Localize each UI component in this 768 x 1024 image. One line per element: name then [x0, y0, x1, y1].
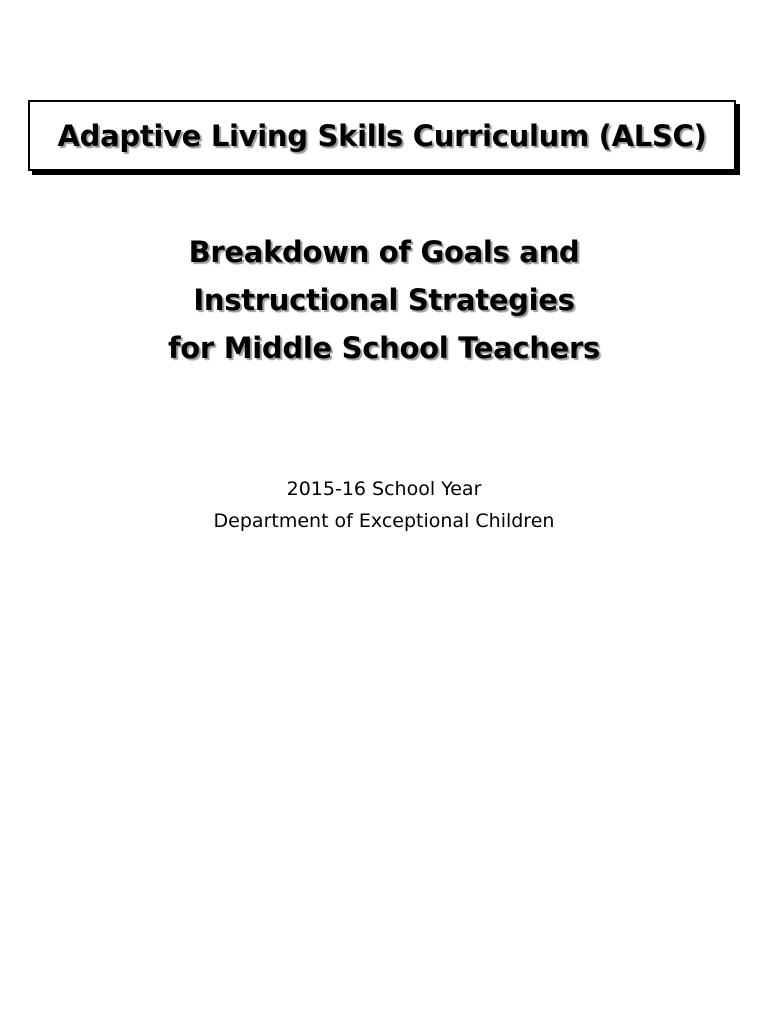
subtitle-line: for Middle School Teachers	[167, 331, 600, 365]
school-year: 2015-16 School Year	[286, 478, 482, 500]
subtitle-line: Instructional Strategies	[193, 283, 575, 317]
subtitle-block	[0, 228, 768, 372]
info-block	[0, 473, 768, 537]
document-title: Adaptive Living Skills Curriculum (ALSC)	[57, 118, 707, 153]
title-box	[28, 100, 736, 171]
subtitle-line: Breakdown of Goals and	[188, 235, 580, 269]
department-name: Department of Exceptional Children	[213, 510, 555, 532]
